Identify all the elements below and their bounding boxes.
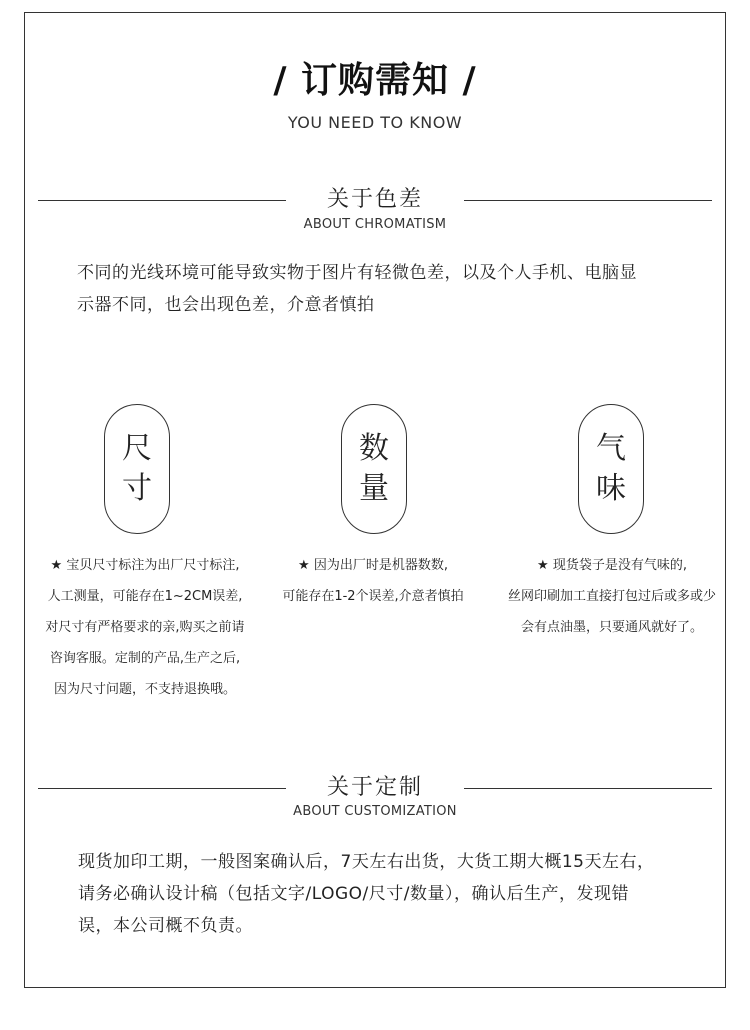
size-pill — [104, 404, 170, 534]
section-title-customization: 关于定制 — [326, 775, 423, 800]
section-subtitle-chromatism: ABOUT CHROMATISM — [303, 217, 447, 232]
note-line: ★ 现货袋子是没有气味的, — [537, 558, 687, 573]
pill-char: 尺 — [122, 431, 152, 466]
note-line: 咨询客服。定制的产品,生产之后, — [49, 651, 241, 666]
pill-char: 寸 — [122, 471, 152, 506]
pill-char: 数 — [359, 431, 389, 466]
page-title: / 订购需知 / — [273, 60, 477, 101]
chromatism-paragraph — [77, 257, 717, 321]
note-line: 会有点油墨，只要通风就好了。 — [520, 620, 703, 635]
note-line: 人工测量，可能存在1~2CM误差, — [47, 589, 243, 604]
smell-note — [492, 550, 732, 643]
note-line: ★ 宝贝尺寸标注为出厂尺寸标注, — [50, 558, 240, 573]
paragraph-line: 现货加印工期，一般图案确认后，7天左右出货，大货工期大概15天左右， — [78, 852, 655, 872]
quantity-pill — [341, 404, 407, 534]
page-subtitle: YOU NEED TO KNOW — [287, 113, 463, 132]
pill-char: 气 — [596, 431, 626, 466]
smell-pill — [578, 404, 644, 534]
note-line: 可能存在1-2个误差,介意者慎拍 — [282, 589, 464, 604]
note-line: ★ 因为出厂时是机器数数, — [298, 558, 448, 573]
section-title-chromatism: 关于色差 — [326, 187, 423, 212]
note-line: 丝网印刷加工直接打包过后或多或少 — [507, 589, 716, 604]
note-line: 对尺寸有严格要求的亲,购买之前请 — [45, 620, 245, 635]
note-line: 因为尺寸问题，不支持退换哦。 — [53, 682, 236, 697]
paragraph-line: 请务必确认设计稿（包括文字/LOGO/尺寸/数量），确认后生产，发现错 — [78, 884, 629, 904]
paragraph-line: 误，本公司概不负责。 — [78, 916, 253, 936]
customization-paragraph — [78, 846, 718, 942]
paragraph-line: 示器不同，也会出现色差，介意者慎拍 — [77, 295, 375, 315]
quantity-note — [263, 550, 483, 612]
section-subtitle-customization: ABOUT CUSTOMIZATION — [293, 804, 457, 819]
size-note — [25, 550, 265, 705]
pill-char: 味 — [596, 471, 626, 506]
paragraph-line: 不同的光线环境可能导致实物于图片有轻微色差，以及个人手机、电脑显 — [77, 263, 637, 283]
pill-char: 量 — [359, 471, 389, 506]
